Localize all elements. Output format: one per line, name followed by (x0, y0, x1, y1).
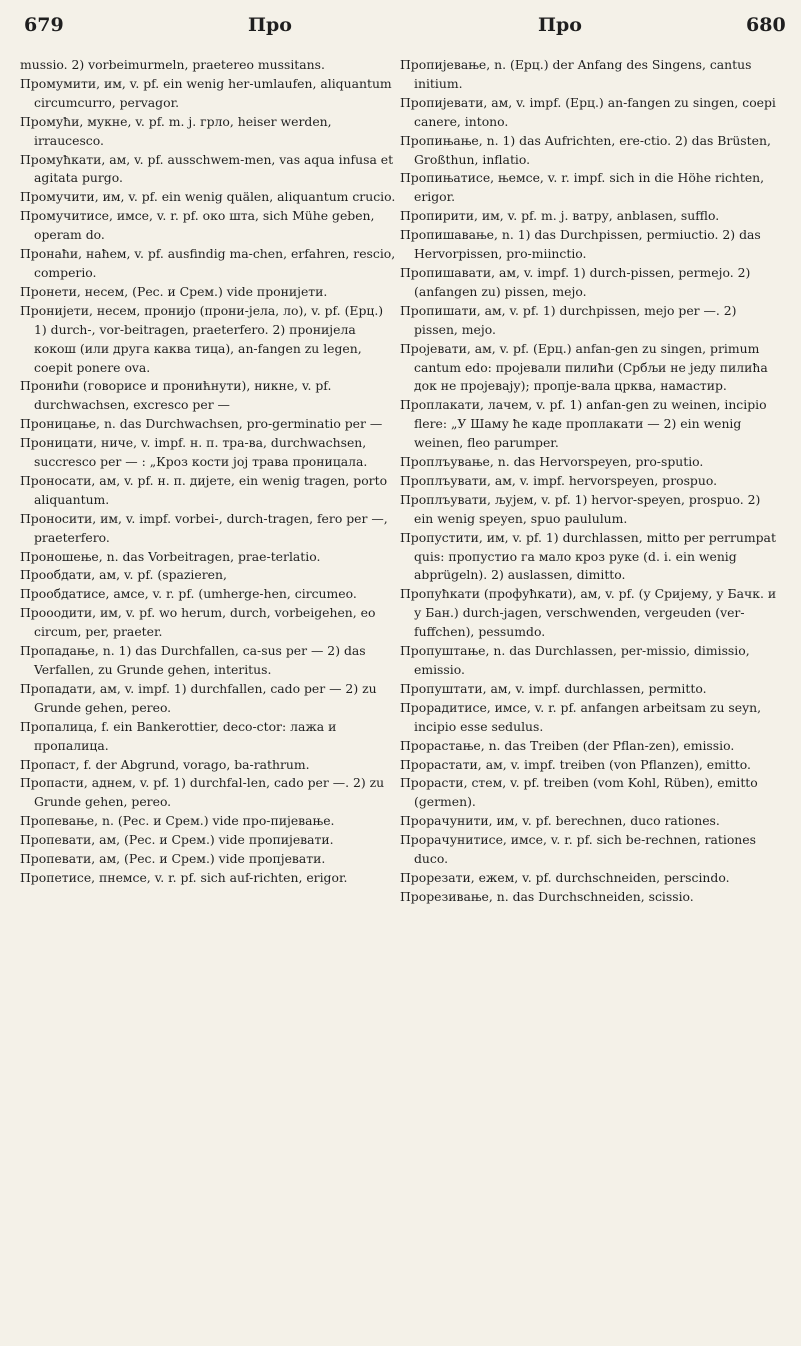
dictionary-entry: Пропуштати, ам, v. impf. durchlassen, permitto. (400, 680, 707, 696)
page-header (0, 14, 801, 38)
dictionary-entry: Пропишавање, n. 1) das Durchpissen, permiuctio. 2) das Hervorpissen, pro-miinctio. (400, 227, 761, 262)
running-head-right: Про (538, 14, 582, 36)
dictionary-entry: Пропињатисе, њемсе, v. r. impf. sich in die Höhe richten, erigor. (400, 170, 765, 205)
dictionary-entry: Проплъување, n. das Hervorspeyen, pro-sputio. (400, 454, 704, 470)
dictionary-entry: Пропињање, n. 1) das Aufrichten, ere-ctio. 2) das Brüsten, Großthun, inflatio. (400, 132, 771, 167)
dictionary-entry: Прорачунитисе, имсе, v. r. pf. sich be-rechnen, rationes duco. (400, 832, 756, 867)
dictionary-entry: Прорадитисе, имсе, v. r. pf. anfangen arbeitsam zu seyn, incipio esse sedulus. (400, 699, 762, 734)
right-column (400, 56, 780, 907)
dictionary-entry: Пропуштање, n. das Durchlassen, per-missio, dimissio, emissio. (400, 643, 750, 677)
dictionary-entry: Пропадати, ам, v. impf. 1) durchfallen, cado per — 2) zu Grunde gehen, pereo. (20, 680, 377, 715)
dictionary-entry: Прооодити, им, v. pf. wo herum, durch, vorbeigehen, eo circum, per, praeter. (20, 605, 376, 640)
dictionary-entry: Пропалица, f. ein Bankerottier, deco-ctor: лажа и пропалица. (20, 718, 337, 753)
dictionary-entry: Пронијети, несем, пронијо (прони-јела, ло), v. pf. (Ерц.) 1) durch-, vor-beitragen, praeterfero. 2) пронијела кокош (или друга каква тица), an-fangen zu legen, coepit ponere ova. (20, 302, 384, 375)
dictionary-entry: Пропевање, n. (Рес. и Срем.) vide про-пијевање. (20, 813, 335, 829)
dictionary-entry: Прорасти, стем, v. pf. treiben (vom Kohl, Rüben), emitto (germen). (400, 775, 758, 810)
dictionary-entry: Пропетисе, пнемсе, v. r. pf. sich auf-richten, erigor. (20, 869, 348, 885)
dictionary-entry: Прорезати, ежем, v. pf. durchschneiden, perscindo. (400, 869, 730, 885)
dictionary-entry: Пропасти, аднем, v. pf. 1) durchfal-len, cado per —. 2) zu Grunde gehen, pereo. (20, 775, 385, 810)
dictionary-entry: Прорастати, ам, v. impf. treiben (von Pflanzen), emitto. (400, 756, 751, 772)
dictionary-entry: Промуħкати, ам, v. pf. ausschwem-men, vas aqua infusa et agitata purgo. (20, 151, 394, 186)
page-number-left: 679 (24, 14, 64, 36)
dictionary-entry: Проницање, n. das Durchwachsen, pro-germinatio per — (20, 416, 383, 432)
dictionary-entry: Пропустити, им, v. pf. 1) durchlassen, mitto per perrumpat quis: пропустио га мало кроз руке (d. i. ein wenig abprügeln). 2) auslassen, dimitto. (400, 529, 776, 583)
dictionary-entry: Промучити, им, v. pf. ein wenig quälen, aliquantum crucio. (20, 189, 396, 205)
dictionary-entry: Проницати, ниче, v. impf. н. п. тра-ва, durchwachsen, succresco per — : „Кроз кости јој трава проницала. (20, 435, 368, 470)
dictionary-entry: Промуħи, мукне, v. pf. m. j. грло, heiser werden, irraucesco. (20, 113, 332, 148)
dictionary-entry: Пропијевати, ам, v. impf. (Ерц.) an-fangen zu singen, coepi canere, intono. (400, 94, 776, 129)
dictionary-entry: mussio. 2) vorbeimurmeln, praetereo mussitans. (20, 57, 325, 72)
dictionary-entry: Прообдати, ам, v. pf. (spazieren, (20, 567, 227, 583)
dictionary-entry: Пропишавати, ам, v. impf. 1) durch-pissen, permejo. 2) (anfangen zu) pissen, mejo. (400, 264, 751, 299)
dictionary-entry: Проносати, ам, v. pf. н. п. дијете, ein wenig tragen, porto aliquantum. (20, 472, 388, 507)
dictionary-entry: Пропишати, ам, v. pf. 1) durchpissen, mejo per —. 2) pissen, mejo. (400, 302, 737, 337)
dictionary-entry: Проплъувати, ам, v. impf. hervorspeyen, prospuo. (400, 472, 718, 488)
dictionary-entry: Проплакати, лачем, v. pf. 1) anfan-gen zu weinen, incipio flere: „У Шаму ħе каде проплакати — 2) ein wenig weinen, fleo parumper. (400, 397, 767, 451)
dictionary-entry: Прорастање, n. das Treiben (der Pflan-zen), emissio. (400, 737, 735, 753)
left-column (20, 56, 396, 888)
dictionary-entry: Промучитисе, имсе, v. r. pf. око шта, sich Mühe geben, operam do. (20, 208, 375, 243)
dictionary-entry: Проплъувати, љујем, v. pf. 1) hervor-speyen, prospuo. 2) ein wenig speyen, spuo paululum. (400, 491, 761, 526)
dictionary-entry: Проносити, им, v. impf. vorbei-, durch-tragen, fero per —, praeterfero. (20, 510, 388, 545)
dictionary-entry: Промумити, им, v. pf. ein wenig her-umlaufen, aliquantum circumcurro, pervagor. (20, 75, 392, 110)
dictionary-entry: Проношење, n. das Vorbeitragen, prae-terlatio. (20, 548, 321, 564)
dictionary-entry: Пропаст, f. der Abgrund, vorago, ba-rathrum. (20, 756, 310, 772)
dictionary-entry: Пропуħкати (профуħкати), ам, v. pf. (у Сријему, у Бачк. и у Бан.) durch-jagen, verschwenden, vergeuden (ver-fuffchen), pessumdo. (400, 586, 777, 640)
dictionary-entry: Пројевати, ам, v. pf. (Ерц.) anfan-gen zu singen, primum cantum edo: пројевали пилиħи (Србљи не једу пилиħа док не пројевају); пропје-вала црква, намастир. (400, 340, 768, 394)
page-number-right: 680 (746, 14, 786, 36)
dictionary-entry: Пропирити, им, v. pf. m. j. ватру, anblasen, sufflo. (400, 208, 720, 224)
dictionary-entry: Пропевати, ам, (Рес. и Срем.) vide пропјевати. (20, 851, 326, 867)
dictionary-entry: Пропевати, ам, (Рес. и Срем.) vide пропијевати. (20, 832, 334, 848)
dictionary-entry: Пропијевање, n. (Ерц.) der Anfang des Singens, cantus initium. (400, 57, 752, 91)
running-head-left: Про (248, 14, 292, 36)
dictionary-entry: Прорезивање, n. das Durchschneiden, scissio. (400, 888, 694, 904)
dictionary-entry: Пронети, несем, (Рес. и Срем.) vide пронијети. (20, 283, 328, 299)
dictionary-entry: Прониħи (говорисе и пронићнути), никне, v. pf. durchwachsen, excresco per — (20, 378, 332, 413)
dictionary-entry: Пропадање, n. 1) das Durchfallen, ca-sus per — 2) das Verfallen, zu Grunde gehen, interitus. (20, 643, 366, 677)
dictionary-entry: Пронаħи, наħем, v. pf. ausfindig ma-chen, erfahren, rescio, comperio. (20, 246, 396, 280)
dictionary-entry: Прорачунити, им, v. pf. berechnen, duco rationes. (400, 813, 720, 829)
dictionary-entry: Прообдатисе, амсе, v. r. pf. (umherge-hen, circumeo. (20, 586, 357, 602)
